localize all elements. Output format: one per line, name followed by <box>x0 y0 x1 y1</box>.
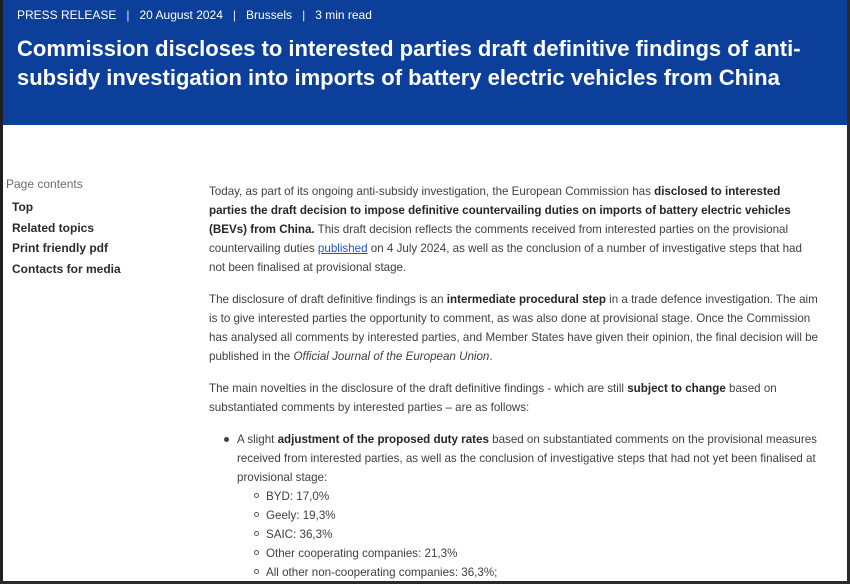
text-span: based on substantiated comments on the provisional measures received from interested parties, as well as the conclusion of investigative steps that had not yet been finalised at provisional stage: <box>237 433 817 484</box>
publication-date: 20 August 2024 <box>139 8 223 22</box>
paragraph-procedure <box>209 290 819 366</box>
page-contents-list <box>6 200 176 276</box>
page-contents-nav <box>6 177 176 282</box>
meta-separator: | <box>232 8 237 22</box>
rate-item-other-cooperating: Other cooperating companies: 21,3% <box>266 544 819 563</box>
text-span: on 4 July 2024, as well as the conclusion of a number of investigative steps that had not been finalised at provisional stage. <box>209 242 802 274</box>
meta-separator: | <box>302 8 306 22</box>
text-span: Today, as part of its ongoing anti-subsidy investigation, the European Commission has <box>209 185 655 198</box>
nav-link-contacts-for-media[interactable]: Contacts for media <box>12 261 121 276</box>
rate-item-geely: Geely: 19,3% <box>266 506 819 525</box>
text-span: This draft decision reflects the comments received from interested parties on the provisional countervailing duties <box>209 223 789 255</box>
text-span: A slight <box>237 433 278 446</box>
text-span: The disclosure of draft definitive findings is an <box>209 293 447 306</box>
nav-link-related-topics[interactable]: Related topics <box>12 220 95 235</box>
duty-rates-list <box>237 487 819 582</box>
page-contents-heading: Page contents <box>6 177 83 191</box>
text-span: The main novelties in the disclosure of the draft definitive findings - which are still <box>209 382 628 395</box>
meta-bar <box>17 8 372 22</box>
page-title: Commission discloses to interested parties draft definitive findings of anti-subsidy investigation into imports of battery electric vehicles from China <box>17 36 801 90</box>
paragraph-intro <box>209 182 819 277</box>
bold-text: disclosed to interested parties the draft decision to impose definitive countervailing duties on imports of battery electric vehicles (BEVs) from China. <box>209 185 791 236</box>
bold-text: adjustment of the proposed duty rates <box>277 433 489 446</box>
paragraph-novelties <box>209 379 819 417</box>
bold-text: subject to change <box>627 382 726 395</box>
published-link[interactable]: published <box>317 242 368 255</box>
novelties-list <box>209 430 819 582</box>
meta-separator: | <box>126 8 130 22</box>
text-span: based on substantiated comments by interested parties – are as follows: <box>209 382 777 414</box>
italic-text: Official Journal of the European Union <box>293 350 490 363</box>
bold-text: intermediate procedural step <box>446 293 606 306</box>
text-span: . <box>489 350 493 363</box>
rate-item-saic: SAIC: 36,3% <box>266 525 819 544</box>
page-header <box>3 0 847 125</box>
location: Brussels <box>246 8 293 22</box>
list-item <box>237 430 819 582</box>
nav-link-print-friendly-pdf[interactable]: Print friendly pdf <box>12 241 108 255</box>
read-time: 3 min read <box>315 8 372 22</box>
article-body <box>209 182 819 582</box>
nav-link-top[interactable]: Top <box>12 200 34 214</box>
text-span: in a trade defence investigation. The aim is to give interested parties the opportunity to comment, as was also done at provisional stage. Once the Commission has analysed all comments by interested parties, and Member States have given their opinion, the final decision will be published in the <box>209 293 819 363</box>
rate-item-byd: BYD: 17,0% <box>266 487 819 506</box>
rate-item-non-cooperating: All other non-cooperating companies: 36,3%; <box>266 563 819 582</box>
content-type-label: PRESS RELEASE <box>17 8 117 22</box>
